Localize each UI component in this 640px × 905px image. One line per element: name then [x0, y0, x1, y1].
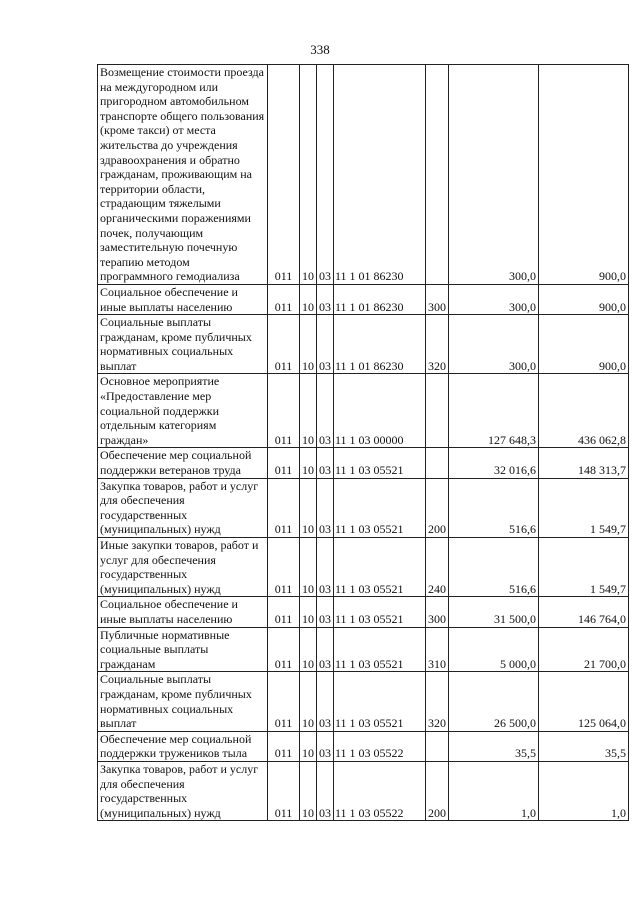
row-target-article: 11 1 01 86230	[334, 315, 426, 374]
row-subsection-code: 03	[317, 731, 334, 761]
row-section-code: 10	[300, 448, 317, 478]
row-section-code: 10	[300, 761, 317, 820]
row-amount-year2: 146 764,0	[539, 597, 629, 627]
row-grbs-code: 011	[268, 597, 300, 627]
row-target-article: 11 1 03 05521	[334, 448, 426, 478]
row-expense-type: 240	[426, 538, 449, 597]
row-amount-year1: 5 000,0	[449, 627, 539, 672]
row-expense-type	[426, 374, 449, 448]
table-row	[98, 672, 629, 731]
row-target-article: 11 1 03 00000	[334, 374, 426, 448]
row-subsection-code: 03	[317, 627, 334, 672]
row-grbs-code: 011	[268, 284, 300, 314]
row-description: Социальное обеспечение и иные выплаты населению	[98, 284, 268, 314]
row-description: Социальное обеспечение и иные выплаты населению	[98, 597, 268, 627]
page-number: 338	[310, 42, 330, 57]
row-grbs-code: 011	[268, 672, 300, 731]
row-expense-type: 320	[426, 672, 449, 731]
row-target-article: 11 1 01 86230	[334, 284, 426, 314]
row-amount-year2: 35,5	[539, 731, 629, 761]
table-row	[98, 65, 629, 285]
row-expense-type: 300	[426, 284, 449, 314]
table-row	[98, 374, 629, 448]
row-amount-year1: 516,6	[449, 478, 539, 537]
table-row	[98, 538, 629, 597]
row-grbs-code: 011	[268, 374, 300, 448]
row-section-code: 10	[300, 597, 317, 627]
row-amount-year1: 35,5	[449, 731, 539, 761]
row-description: Закупка товаров, работ и услуг для обеспечения государственных (муниципальных) нужд	[98, 761, 268, 820]
row-amount-year1: 127 648,3	[449, 374, 539, 448]
row-amount-year2: 900,0	[539, 315, 629, 374]
table-row	[98, 627, 629, 672]
row-grbs-code: 011	[268, 448, 300, 478]
row-amount-year2: 125 064,0	[539, 672, 629, 731]
row-amount-year2: 1 549,7	[539, 538, 629, 597]
row-expense-type: 200	[426, 478, 449, 537]
row-subsection-code: 03	[317, 478, 334, 537]
row-description: Обеспечение мер социальной поддержки тружеников тыла	[98, 731, 268, 761]
row-amount-year1: 300,0	[449, 315, 539, 374]
row-amount-year2: 1 549,7	[539, 478, 629, 537]
row-description: Закупка товаров, работ и услуг для обеспечения государственных (муниципальных) нужд	[98, 478, 268, 537]
row-expense-type: 320	[426, 315, 449, 374]
row-description: Публичные нормативные социальные выплаты гражданам	[98, 627, 268, 672]
row-amount-year1: 32 016,6	[449, 448, 539, 478]
row-grbs-code: 011	[268, 761, 300, 820]
row-amount-year2: 900,0	[539, 65, 629, 285]
row-section-code: 10	[300, 731, 317, 761]
row-grbs-code: 011	[268, 478, 300, 537]
row-section-code: 10	[300, 315, 317, 374]
row-target-article: 11 1 03 05521	[334, 672, 426, 731]
row-target-article: 11 1 03 05521	[334, 538, 426, 597]
row-expense-type	[426, 65, 449, 285]
row-description: Социальные выплаты гражданам, кроме публичных нормативных социальных выплат	[98, 315, 268, 374]
row-target-article: 11 1 01 86230	[334, 65, 426, 285]
table-row	[98, 284, 629, 314]
row-expense-type: 310	[426, 627, 449, 672]
row-target-article: 11 1 03 05522	[334, 761, 426, 820]
row-subsection-code: 03	[317, 284, 334, 314]
table-row	[98, 761, 629, 820]
row-grbs-code: 011	[268, 627, 300, 672]
row-subsection-code: 03	[317, 65, 334, 285]
row-section-code: 10	[300, 538, 317, 597]
row-expense-type	[426, 448, 449, 478]
row-expense-type	[426, 731, 449, 761]
row-amount-year1: 300,0	[449, 65, 539, 285]
row-grbs-code: 011	[268, 731, 300, 761]
table-row	[98, 597, 629, 627]
row-description: Иные закупки товаров, работ и услуг для обеспечения государственных (муниципальных) нужд	[98, 538, 268, 597]
row-section-code: 10	[300, 627, 317, 672]
row-grbs-code: 011	[268, 65, 300, 285]
row-description: Основное мероприятие «Предоставление мер социальной поддержки отдельным категориям граждан»	[98, 374, 268, 448]
table-row	[98, 478, 629, 537]
row-grbs-code: 011	[268, 315, 300, 374]
row-subsection-code: 03	[317, 315, 334, 374]
row-section-code: 10	[300, 672, 317, 731]
row-amount-year1: 26 500,0	[449, 672, 539, 731]
row-section-code: 10	[300, 284, 317, 314]
row-amount-year1: 1,0	[449, 761, 539, 820]
budget-table	[97, 64, 629, 821]
row-amount-year2: 21 700,0	[539, 627, 629, 672]
row-description: Социальные выплаты гражданам, кроме публичных нормативных социальных выплат	[98, 672, 268, 731]
row-amount-year2: 1,0	[539, 761, 629, 820]
row-amount-year2: 900,0	[539, 284, 629, 314]
row-description: Возмещение стоимости проезда на междугородном или пригородном автомобильном транспорте общего пользования (кроме такси) от места жительства до учреждения здравоохранения и обратно гражданам, проживающим на территории области, страдающим тяжелыми органическими поражениями почек, получающим заместительную почечную терапию методом программного гемодиализа	[98, 65, 268, 285]
row-grbs-code: 011	[268, 538, 300, 597]
table-row	[98, 448, 629, 478]
row-amount-year2: 436 062,8	[539, 374, 629, 448]
row-expense-type: 300	[426, 597, 449, 627]
row-subsection-code: 03	[317, 448, 334, 478]
row-subsection-code: 03	[317, 374, 334, 448]
table-row	[98, 731, 629, 761]
table-row	[98, 315, 629, 374]
row-section-code: 10	[300, 374, 317, 448]
row-amount-year1: 300,0	[449, 284, 539, 314]
row-target-article: 11 1 03 05521	[334, 627, 426, 672]
row-amount-year2: 148 313,7	[539, 448, 629, 478]
row-target-article: 11 1 03 05521	[334, 478, 426, 537]
row-description: Обеспечение мер социальной поддержки ветеранов труда	[98, 448, 268, 478]
table-body	[98, 65, 629, 821]
row-subsection-code: 03	[317, 538, 334, 597]
row-subsection-code: 03	[317, 672, 334, 731]
row-amount-year1: 31 500,0	[449, 597, 539, 627]
row-section-code: 10	[300, 478, 317, 537]
row-amount-year1: 516,6	[449, 538, 539, 597]
row-expense-type: 200	[426, 761, 449, 820]
row-target-article: 11 1 03 05522	[334, 731, 426, 761]
row-subsection-code: 03	[317, 597, 334, 627]
row-section-code: 10	[300, 65, 317, 285]
row-target-article: 11 1 03 05521	[334, 597, 426, 627]
row-subsection-code: 03	[317, 761, 334, 820]
